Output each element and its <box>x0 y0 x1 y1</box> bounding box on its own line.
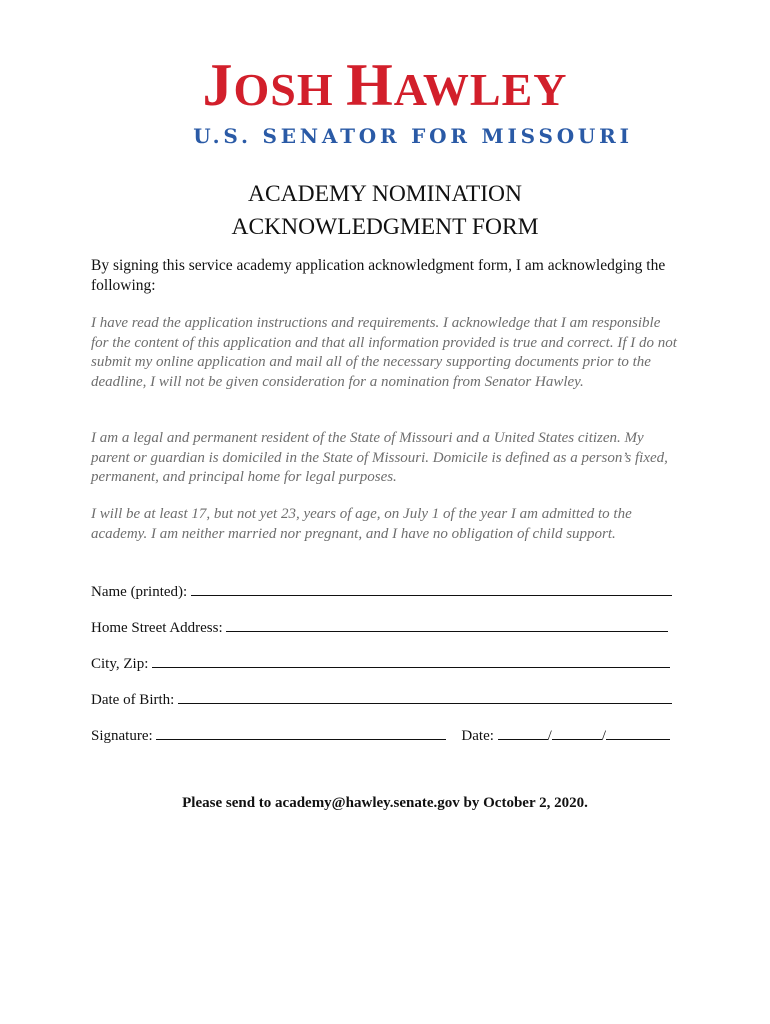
acknowledgment-paragraph-residency: I am a legal and permanent resident of the State of Missouri and a United States citizen. My parent or guardian is domiciled in the State of Missouri. Domicile is defined as a person’s fixed, permanent, and principal home for legal purposes. <box>91 430 668 485</box>
city-zip-field-label: City, Zip: <box>91 656 149 672</box>
dob-field-label: Date of Birth: <box>91 692 175 708</box>
date-slash-2: / <box>601 728 606 744</box>
name-field-label: Name (printed): <box>91 584 188 600</box>
address-field-line[interactable] <box>226 617 668 632</box>
acknowledgment-paragraph-age: I will be at least 17, but not yet 23, years of age, on July 1 of the year I am admitted to the academy. I am neither married nor pregnant, and I have no obligation of child support. <box>91 506 632 542</box>
address-field-label: Home Street Address: <box>91 620 223 636</box>
submission-notice: Please send to academy@hawley.senate.gov by October 2, 2020. <box>182 795 588 811</box>
city-zip-field-row <box>91 653 670 673</box>
logo-initial-j: J <box>202 52 234 118</box>
date-slash-1: / <box>547 728 552 744</box>
name-field-line[interactable] <box>191 581 672 596</box>
signature-field-line[interactable] <box>156 725 446 740</box>
senator-logo-subtitle: U.S. SENATOR FOR MISSOURI <box>193 124 633 148</box>
city-zip-field-line[interactable] <box>152 653 670 668</box>
date-day-line[interactable] <box>552 725 602 740</box>
form-title-line-1: ACADEMY NOMINATION <box>248 181 522 207</box>
form-title-line-2: ACKNOWLEDGMENT FORM <box>231 214 539 240</box>
acknowledgment-paragraph-instructions: I have read the application instructions and requirements. I acknowledge that I am responsible for the content of this application and that all information provided is true and correct. If I do not submit my online application and mail all of the necessary supporting documents prior to the deadline, I will not be given consideration for a nomination from Senator Hawley. <box>91 315 677 390</box>
signature-field-label: Signature: <box>91 728 153 744</box>
logo-text-awley: AWLEY <box>393 64 568 115</box>
name-field-row <box>91 581 672 601</box>
logo-text-osh: OSH <box>233 64 334 115</box>
date-year-line[interactable] <box>606 725 670 740</box>
address-field-row <box>91 617 668 637</box>
signature-date-row <box>91 725 670 745</box>
date-month-line[interactable] <box>498 725 548 740</box>
dob-field-line[interactable] <box>178 689 672 704</box>
form-title <box>0 178 770 244</box>
logo-initial-h: H <box>346 52 394 118</box>
date-field-label: Date: <box>461 728 494 744</box>
intro-text: By signing this service academy application acknowledgment form, I am acknowledging the following: <box>91 257 666 294</box>
dob-field-row <box>91 689 672 709</box>
senator-logo-name <box>0 52 770 118</box>
